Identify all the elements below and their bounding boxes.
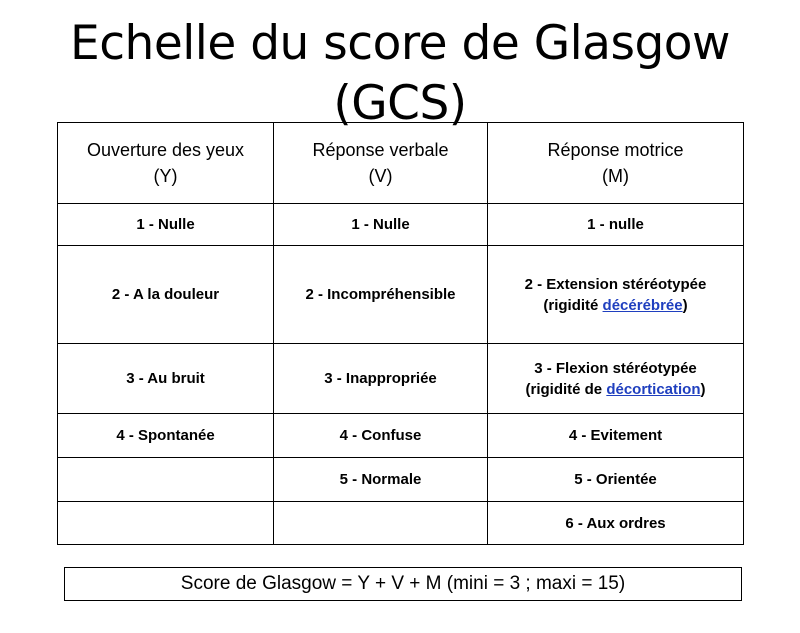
motrice-text: 4 - Evitement (568, 427, 663, 444)
cell-verbale: 5 - Normale (274, 458, 488, 502)
motrice-note-pre: (rigidité de (525, 380, 607, 398)
cell-verbale: 2 - Incompréhensible (274, 246, 488, 344)
cell-yeux (58, 502, 274, 545)
motrice-text: 6 - Aux ordres (565, 514, 666, 532)
cell-motrice (488, 204, 744, 246)
page-title: Echelle du score de Glasgow (GCS) (70, 16, 730, 131)
header-verbale (274, 123, 488, 204)
header-label: Réponse verbale (312, 140, 449, 160)
cell-yeux: 3 - Au bruit (58, 344, 274, 414)
motrice-note-post: ) (700, 380, 706, 398)
table-row (58, 414, 744, 458)
motrice-text: 3 - Flexion stéréotypée (534, 359, 697, 377)
cell-verbale (274, 502, 488, 545)
decerebree-link[interactable]: décérébrée (602, 296, 683, 314)
header-label: Ouverture des yeux (86, 140, 245, 160)
table-row (58, 458, 744, 502)
table-row (58, 204, 744, 246)
decortication-link[interactable]: décortication (606, 380, 701, 398)
header-abbr: (M) (602, 166, 629, 186)
cell-motrice (488, 414, 744, 458)
cell-motrice (488, 344, 744, 414)
cell-verbale: 4 - Confuse (274, 414, 488, 458)
motrice-text: 5 - Orientée (574, 471, 657, 488)
gcs-table (57, 122, 744, 545)
header-row (58, 123, 744, 204)
header-abbr: (V) (368, 166, 393, 186)
table-row (58, 344, 744, 414)
cell-yeux: 2 - A la douleur (58, 246, 274, 344)
motrice-note-post: ) (682, 296, 688, 314)
cell-yeux: 1 - Nulle (58, 204, 274, 246)
header-label: Réponse motrice (547, 140, 684, 160)
motrice-text: 2 - Extension stéréotypée (524, 275, 707, 293)
motrice-note-pre: (rigidité (543, 296, 603, 314)
cell-motrice (488, 458, 744, 502)
header-motrice (488, 123, 744, 204)
motrice-text: 1 - nulle (587, 216, 644, 233)
cell-yeux (58, 458, 274, 502)
cell-verbale: 1 - Nulle (274, 204, 488, 246)
cell-motrice (488, 502, 744, 545)
score-formula: Score de Glasgow = Y + V + M (mini = 3 ; maxi = 15) (64, 567, 742, 601)
cell-yeux: 4 - Spontanée (58, 414, 274, 458)
header-yeux (58, 123, 274, 204)
header-abbr: (Y) (153, 166, 178, 186)
cell-verbale: 3 - Inappropriée (274, 344, 488, 414)
cell-motrice (488, 246, 744, 344)
table-row (58, 502, 744, 545)
table-row (58, 246, 744, 344)
